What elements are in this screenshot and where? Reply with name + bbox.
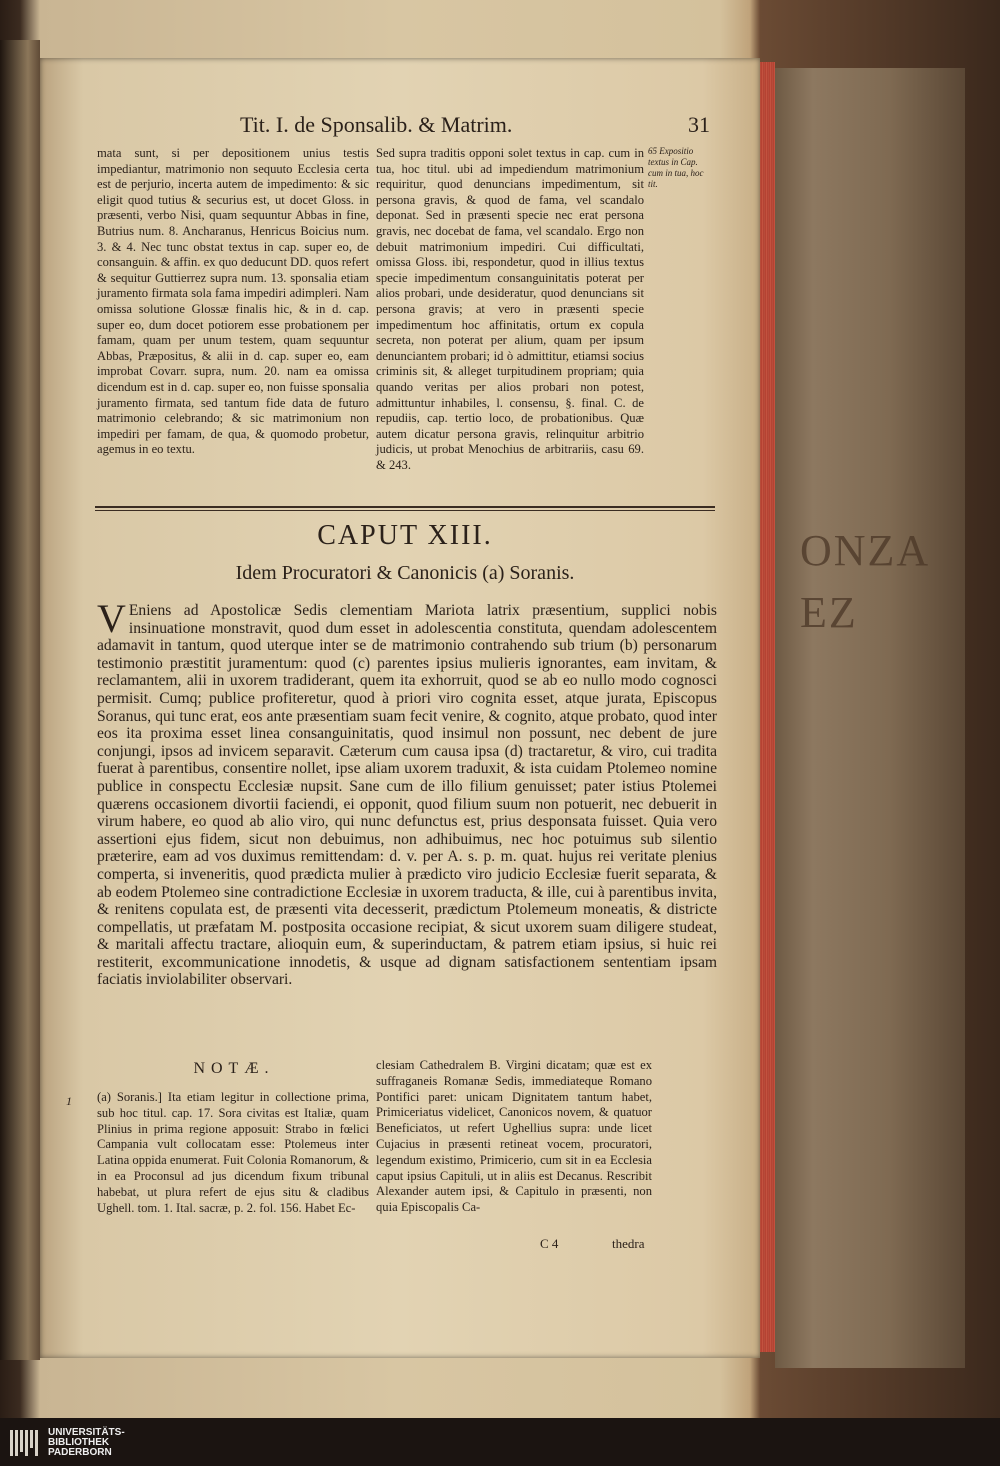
notes-heading: NOTÆ. bbox=[193, 1060, 275, 1077]
running-head-title: Tit. I. de Sponsalib. & Matrim. bbox=[240, 112, 513, 137]
previous-page-edge bbox=[0, 40, 40, 1360]
book-cover bbox=[775, 68, 965, 1368]
library-name-line1: UNIVERSITÄTS- bbox=[48, 1427, 125, 1438]
library-name-line3: PADERBORN bbox=[48, 1447, 112, 1458]
section-divider-thin bbox=[95, 510, 715, 511]
page-number: 31 bbox=[688, 112, 710, 137]
notes-column-left: (a) Soranis.] Ita etiam legitur in collectione prima, sub hoc titul. cap. 17. Sora civitas est Italiæ, quam Plinius in prima regione apposuit: Strabo in fœlici Campania vult collocatam esse: Ptolemeus inter Latina oppida enumerat. Fuit Colonia Romanorum, & in ea Proconsul ad jus dicendum fixum tribunal habebat, ut plura refert de ejus situ & cladibus Ughell. tom. 1. Ital. sacræ, p. 2. fol. 156. Habet Ec- bbox=[97, 1090, 369, 1215]
text-column-right: Sed supra traditis opponi solet textus in cap. cum in tua, hoc titul. ubi ad impediendum matrimonium requiritur, quod denuncians impedimentum, sit persona gravis, & quod de fama, vel scandalo deponat. Sed in præsenti specie nec erat persona gravis, nec docebat de fama, vel scandalo. Ergo non debuit matrimonium impediri. Cui difficultati, omissa Gloss. ibi, respondetur, quod in illius textus specie impedimentum consanguinitatis poterat per alios probari, unde desideratur, quod denuncians sit persona gravis; at vero in præsenti specie impedimentum hoc affinitatis, ortum ex copula secreta, non poterat per alium, quam per ipsum denunciantem probari; id ò admittitur, etiamsi socius criminis sit, & alleget turpitudinem propriam; quia quando veritas per alios probari non potest, admittuntur inhabiles, l. consensu, §. final. C. de repudiis, cap. tertio loco, de probationibus. Quæ autem dicatur persona gravis, relinquitur arbitrio judicis, ut probat Menochius de arbitrariis, casu 69. & 243. bbox=[376, 146, 644, 472]
library-logo-icon bbox=[10, 1430, 38, 1456]
note-marker: 1 bbox=[66, 1094, 72, 1108]
margin-note: 65 Expositio textus in Cap. cum in tua, hoc tit. bbox=[648, 146, 704, 189]
signature-mark: C 4 bbox=[540, 1236, 559, 1251]
library-name-line2: BIBLIOTHEK bbox=[48, 1437, 110, 1448]
notes-column-right: clesiam Cathedralem B. Virgini dicatam; quæ est ex suffraganeis Romanæ Sedis, immediateque Romano Pontifici paret: unicam Dignitatem tantum habet, Primiceriatus videlicet, Canonicos novem, & quatuor Beneficiatos, ut refert Ughellius supra: unde licet Cujacius in præsenti retineat vocem, procuratori, legendum existimo, Primicerio, cum sit in ea Ecclesia caput ipsius Capituli, ut in aliis est Decanus. Rescribit Alexander autem ipsi, & Capitulo in præsenti, non quia Episcopalis Ca- bbox=[376, 1058, 652, 1215]
chapter-title: CAPUT XIII. bbox=[317, 520, 493, 551]
library-logo-text bbox=[48, 1428, 125, 1458]
catchword: thedra bbox=[612, 1236, 645, 1251]
chapter-text bbox=[97, 596, 717, 989]
chapter-body: Eniens ad Apostolicæ Sedis clementiam Mariota latrix præsentium, supplici nobis insinuatione monstravit, quod dum esset in adolescentia constituta, quendam adolescentem adamavit in tantum, quod uterque inter se de matrimonio contrahendo sub trium (b) personarum testimonio præstitit juramentum: quod (c) parentes ipsius mulieris ignorantes, eam invitam, & reclamantem, alii in uxorem tradiderant, quem ita exhorruit, quod se ab eo nullo modo cognosci permisit. Cumq; publice profiteretur, quod à priori viro cognita esset, atque jurata, Episcopus Soranus, qui tunc erat, eos ante præsentiam suam fecit venire, & cognito, atque probato, quod inter eos ita proxima esset linea consanguinitatis, quod insimul non possunt, nec debent de jure conjungi, ipsos ad invicem separavit. Cæterum cum causa ipsa (d) tractaretur, & viro, cui tradita fuerat à parentibus, consentire nollet, ipse aliam uxorem traduxit, & ista cuidam Ptolemeo nomine publice in conspectu Ecclesiæ nupsit. Sane cum de illo filium genuisset; pater istius Ptolemei quærens occasionem divortii faciendi, ei opponit, quod filium suum non potuerit, nec debuerit in virum habere, eo quod ab alio viro, qui nunc defunctus est, prius desponsata fuisset. Quia vero assertioni ejus fidem, sicut non debuimus, non adhibuimus, nec hoc potuimus sub silentio præterire, eam ad vos duximus remittendam: d. v. per A. s. p. m. quat. hujus rei veritate plenius comperta, si inveneritis, quod prædicta mulier à prædicto viro judicio Ecclesiæ fuerit separata, & ab eodem Ptolemeo sine contradictione Ecclesiæ in uxorem traducta, & ille, cui à parentibus invita, & renitens copulata est, de præsenti vita decesserit, prædictum Ptolemeum moneatis, & districte compellatis, ut præfatam M. postposita occasione recipiat, & sicut uxorem suam diligere studeat, & maritali affectu tractare, alioquin eum, & superinductam, & patrem etiam ipsius, si huic rei restiterit, excommunicatione innodetis, & usque ad dignam satisfactionem sententiam ipsam faciatis inviolabiliter observari. bbox=[97, 602, 717, 989]
section-divider bbox=[95, 506, 715, 508]
footer-bar bbox=[0, 1418, 1000, 1466]
spine-label: ONZA EZ bbox=[800, 526, 928, 637]
text-column-left: mata sunt, si per depositionem unius testis impediantur, matrimonio non sequuto Ecclesia certa est de perjurio, incerta autem de impedimento: & sic eligit quod tutius & securius est, ut docet Gloss. in præsenti, verbo Nisi, quam sequuntur Abbas in fine, Butrius num. 8. Ancharanus, Henricus Boicius num. 3. & 4. Nec tunc obstat textus in cap. super eo, de consanguin. & affin. ex quo deducunt DD. quos refert & sequitur Guttierrez supra num. 13. sponsalia etiam juramento firmata sola fama impediri adimpleri. Nam omissa solutione Glossæ finalis hic, & in d. cap. super eo, dum docet potiorem esse probationem per famam, quam per unum testem, quam sequuntur Abbas, Præpositus, & alii in d. cap. super eo, eam improbat Covarr. supra, num. 20. nam ea omissa dicendum est in d. cap. super eo, non fuisse sponsalia juramento firmata, sed tantum fide data de futuro matrimonio celebrando; & sic matrimonium non impediri per famam, de qua, & quomodo probetur, agemus in eo textu. bbox=[97, 146, 369, 457]
drop-initial: V bbox=[97, 596, 126, 641]
chapter-subtitle: Idem Procuratori & Canonicis (a) Soranis. bbox=[235, 562, 575, 584]
